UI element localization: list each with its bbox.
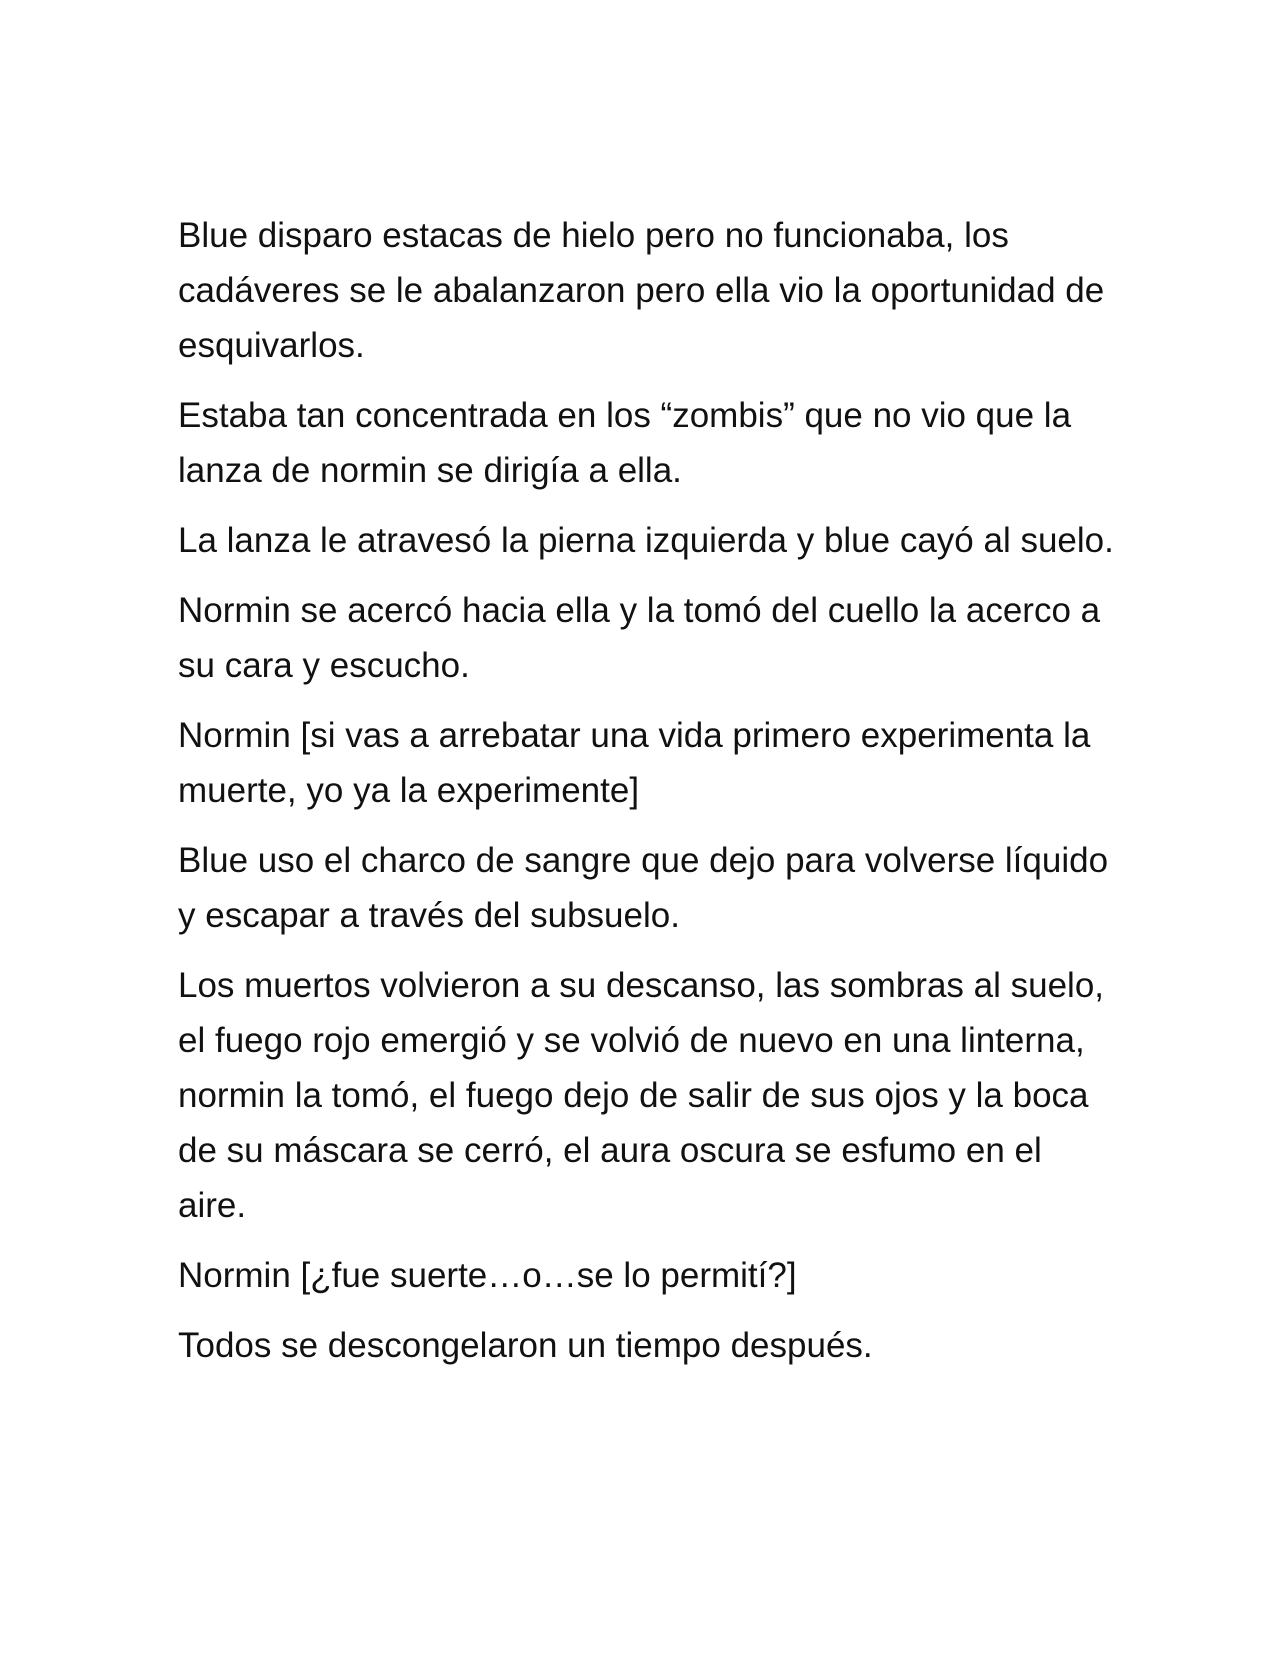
paragraph: Normin se acercó hacia ella y la tomó del cuello la acerco a su cara y escucho. xyxy=(178,591,1101,685)
paragraph: La lanza le atravesó la pierna izquierda y blue cayó al suelo. xyxy=(178,521,1114,560)
paragraph: Blue uso el charco de sangre que dejo para volverse líquido y escapar a través del subsuelo. xyxy=(178,841,1109,935)
document-body xyxy=(178,208,1118,1388)
paragraph: Los muertos volvieron a su descanso, las sombras al suelo, el fuego rojo emergió y se volvió de nuevo en una linterna, normin la tomó, el fuego dejo de salir de sus ojos y la boca de su máscara se cerró, el aura oscura se esfumo en el aire. xyxy=(178,966,1105,1225)
paragraph: Estaba tan concentrada en los “zombis” que no vio que la lanza de normin se dirigía a ella. xyxy=(178,396,1072,490)
paragraph: Blue disparo estacas de hielo pero no funcionaba, los cadáveres se le abalanzaron pero ella vio la oportunidad de esquivarlos. xyxy=(178,216,1105,365)
paragraph: Todos se descongelaron un tiempo después. xyxy=(178,1326,873,1365)
paragraph: Normin [¿fue suerte…o…se lo permití?] xyxy=(178,1256,797,1295)
paragraph: Normin [si vas a arrebatar una vida primero experimenta la muerte, yo ya la experimente] xyxy=(178,716,1091,810)
